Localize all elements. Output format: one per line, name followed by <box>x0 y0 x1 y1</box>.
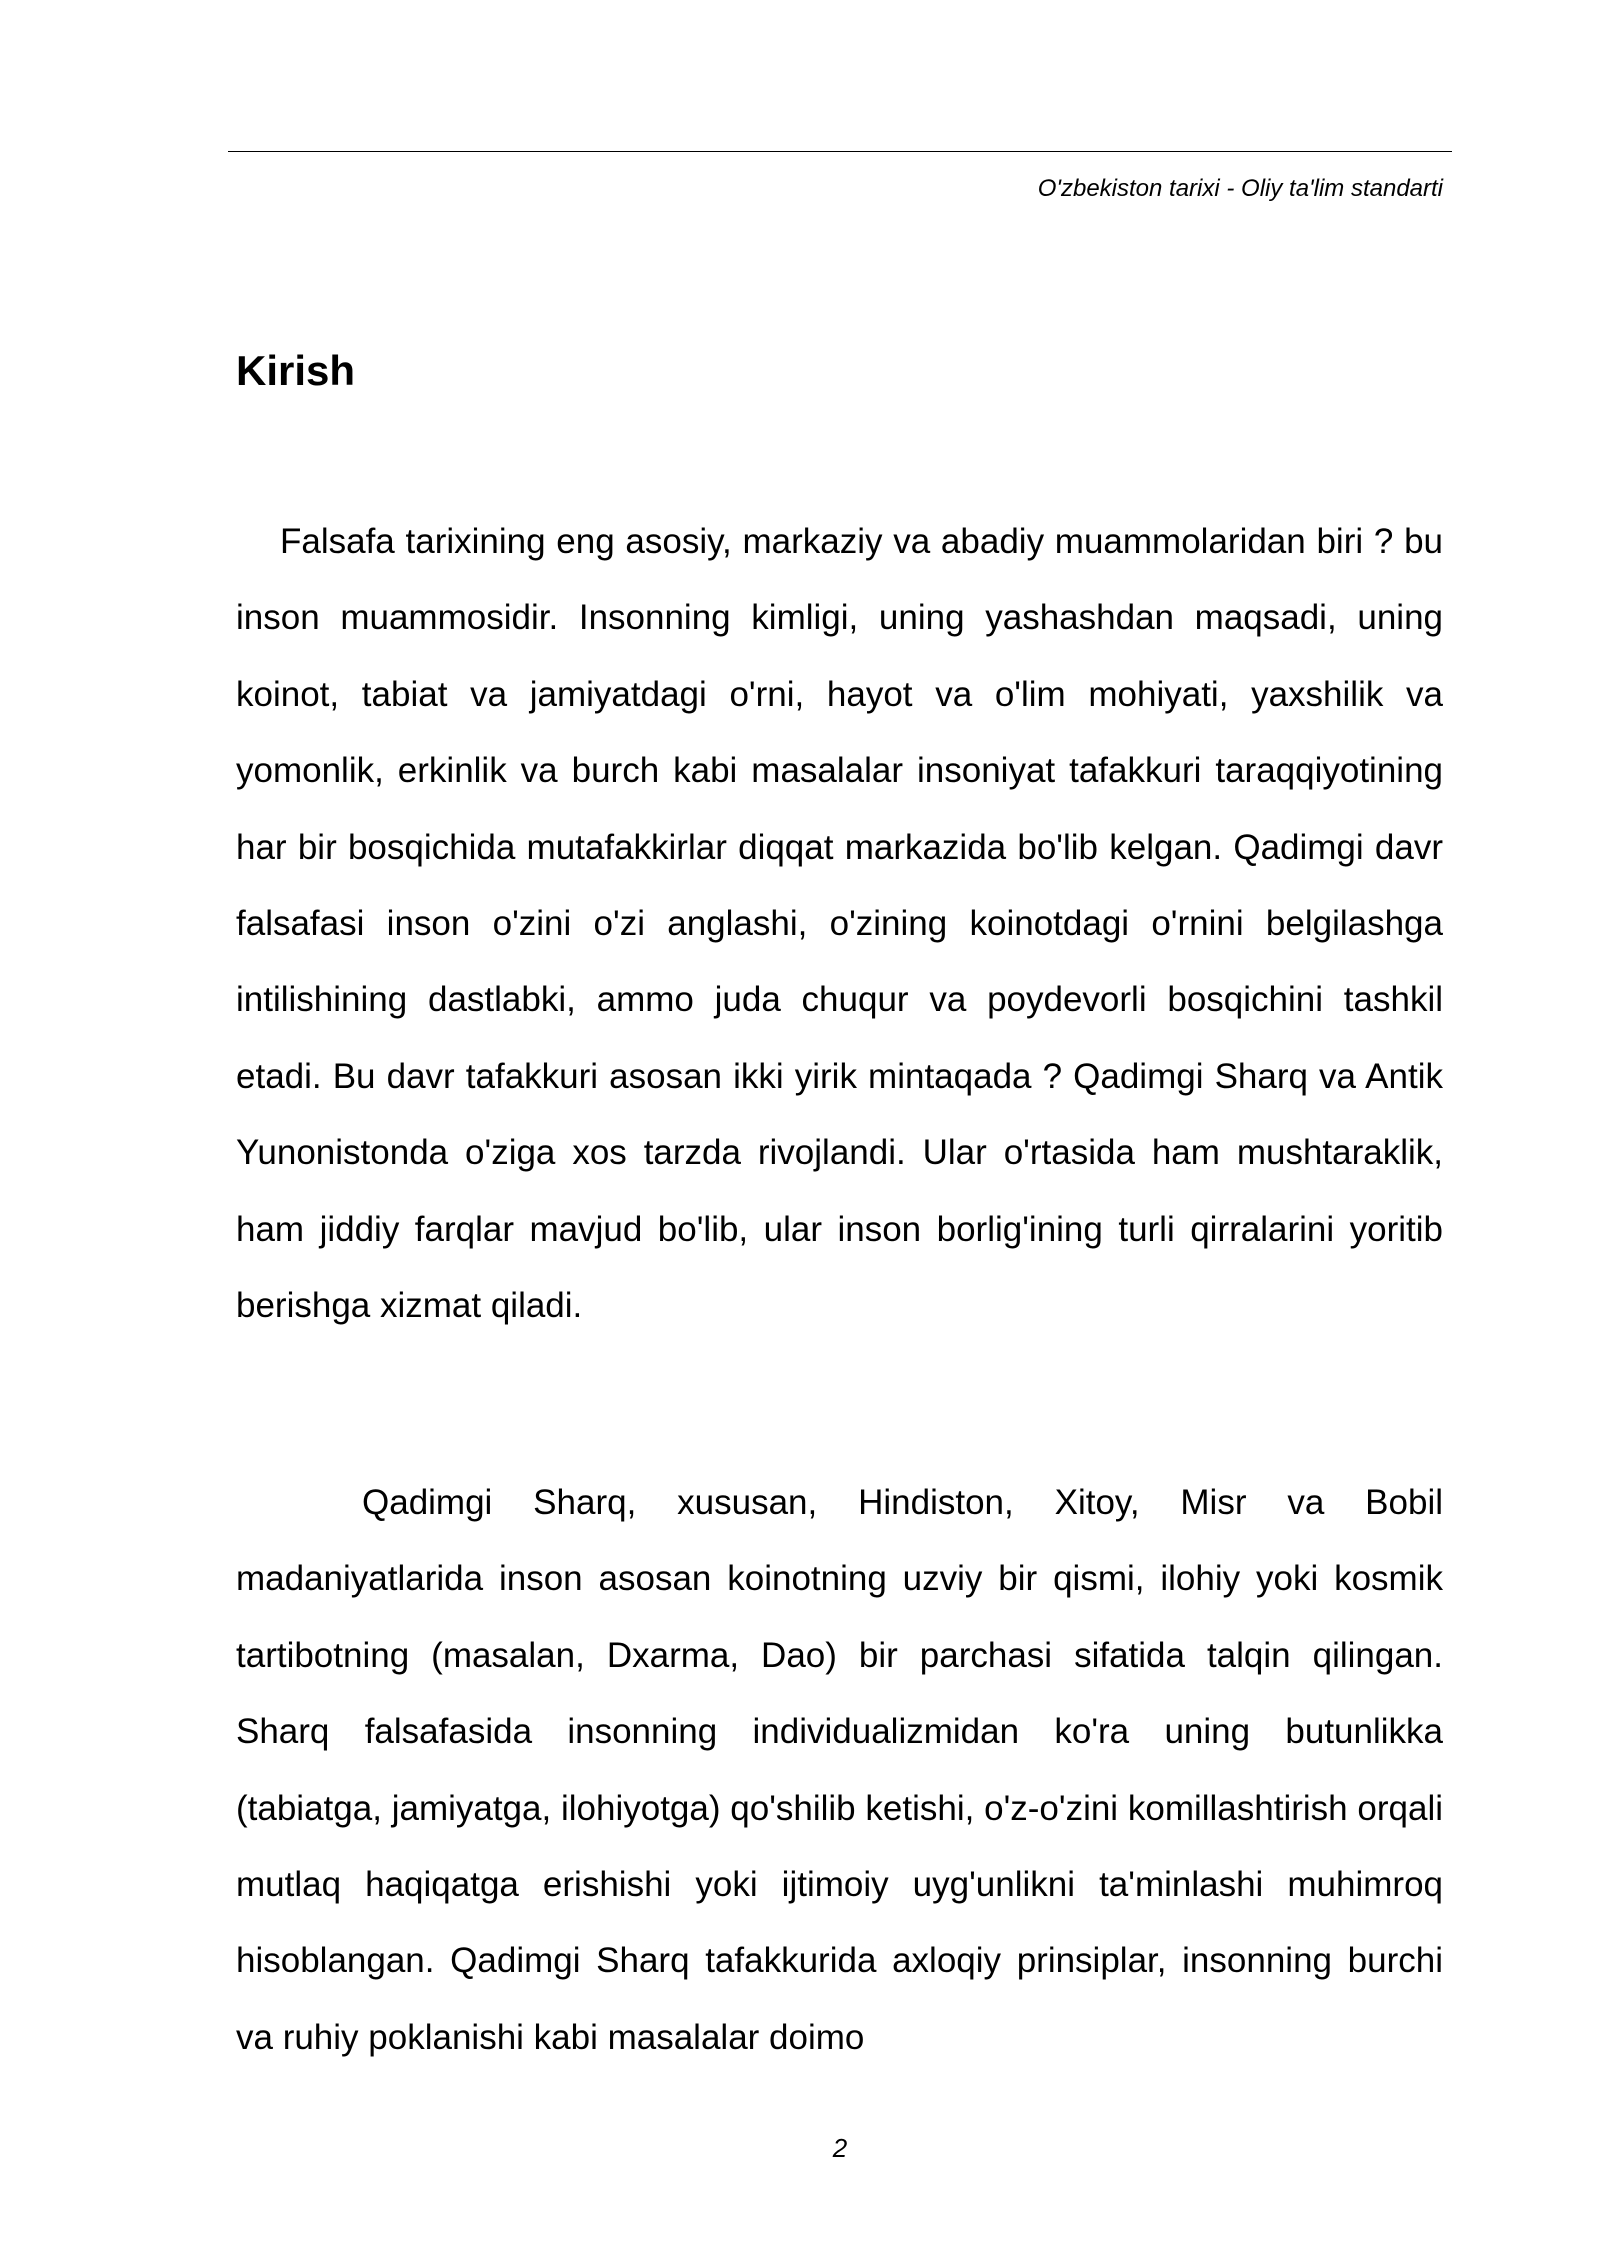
section-title: Kirish <box>236 347 356 394</box>
body-paragraph: Falsafa tarixining eng asosiy, markaziy va abadiy muammolaridan biri ? bu inson muammosidir. Insonning kimligi, uning yashashdan maqsadi, uning koinot, tabiat va jamiyatdagi o'rni, hayot va o'lim mohiyati, yaxshilik va yomonlik, erkinlik va burch kabi masalalar insoniyat tafakkuri taraqqiyotining har bir bosqichida mutafakkirlar diqqat markazida bo'lib kelgan. Qadimgi davr falsafasi inson o'zini o'zi anglashi, o'zining koinotdagi o'rnini belgilashga intilishining dastlabki, ammo juda chuqur va poydevorli bosqichini tashkil etadi. Bu davr tafakkuri asosan ikki yirik mintaqada ? Qadimgi Sharq va Antik Yunonistonda o'ziga xos tarzda rivojlandi. Ular o'rtasida ham mushtaraklik, ham jiddiy farqlar mavjud bo'lib, ular inson borlig'ining turli qirralarini yoritib berishga xizmat qiladi. <box>236 522 1443 1326</box>
page-number: 2 <box>832 2133 848 2163</box>
running-header: O'zbekiston tarixi - Oliy ta'lim standarti <box>1037 175 1443 202</box>
body-paragraph: Qadimgi Sharq, xususan, Hindiston, Xitoy, Misr va Bobil madaniyatlarida inson asosan koinotning uzviy bir qismi, ilohiy yoki kosmik tartibotning (masalan, Dxarma, Dao) bir parchasi sifatida talqin qilingan. Sharq falsafasida insonning individualizmidan ko'ra uning butunlikka (tabiatga, jamiyatga, ilohiyotga) qo'shilib ketishi, o'z-o'zini komillashtirish orqali mutlaq haqiqatga erishishi yoki ijtimoiy uyg'unlikni ta'minlashi muhimroq hisoblangan. Qadimgi Sharq tafakkurida axloqiy prinsiplar, insonning burchi va ruhiy poklanishi kabi masalalar doimo <box>236 1483 1443 2057</box>
header-rule <box>228 151 1452 152</box>
